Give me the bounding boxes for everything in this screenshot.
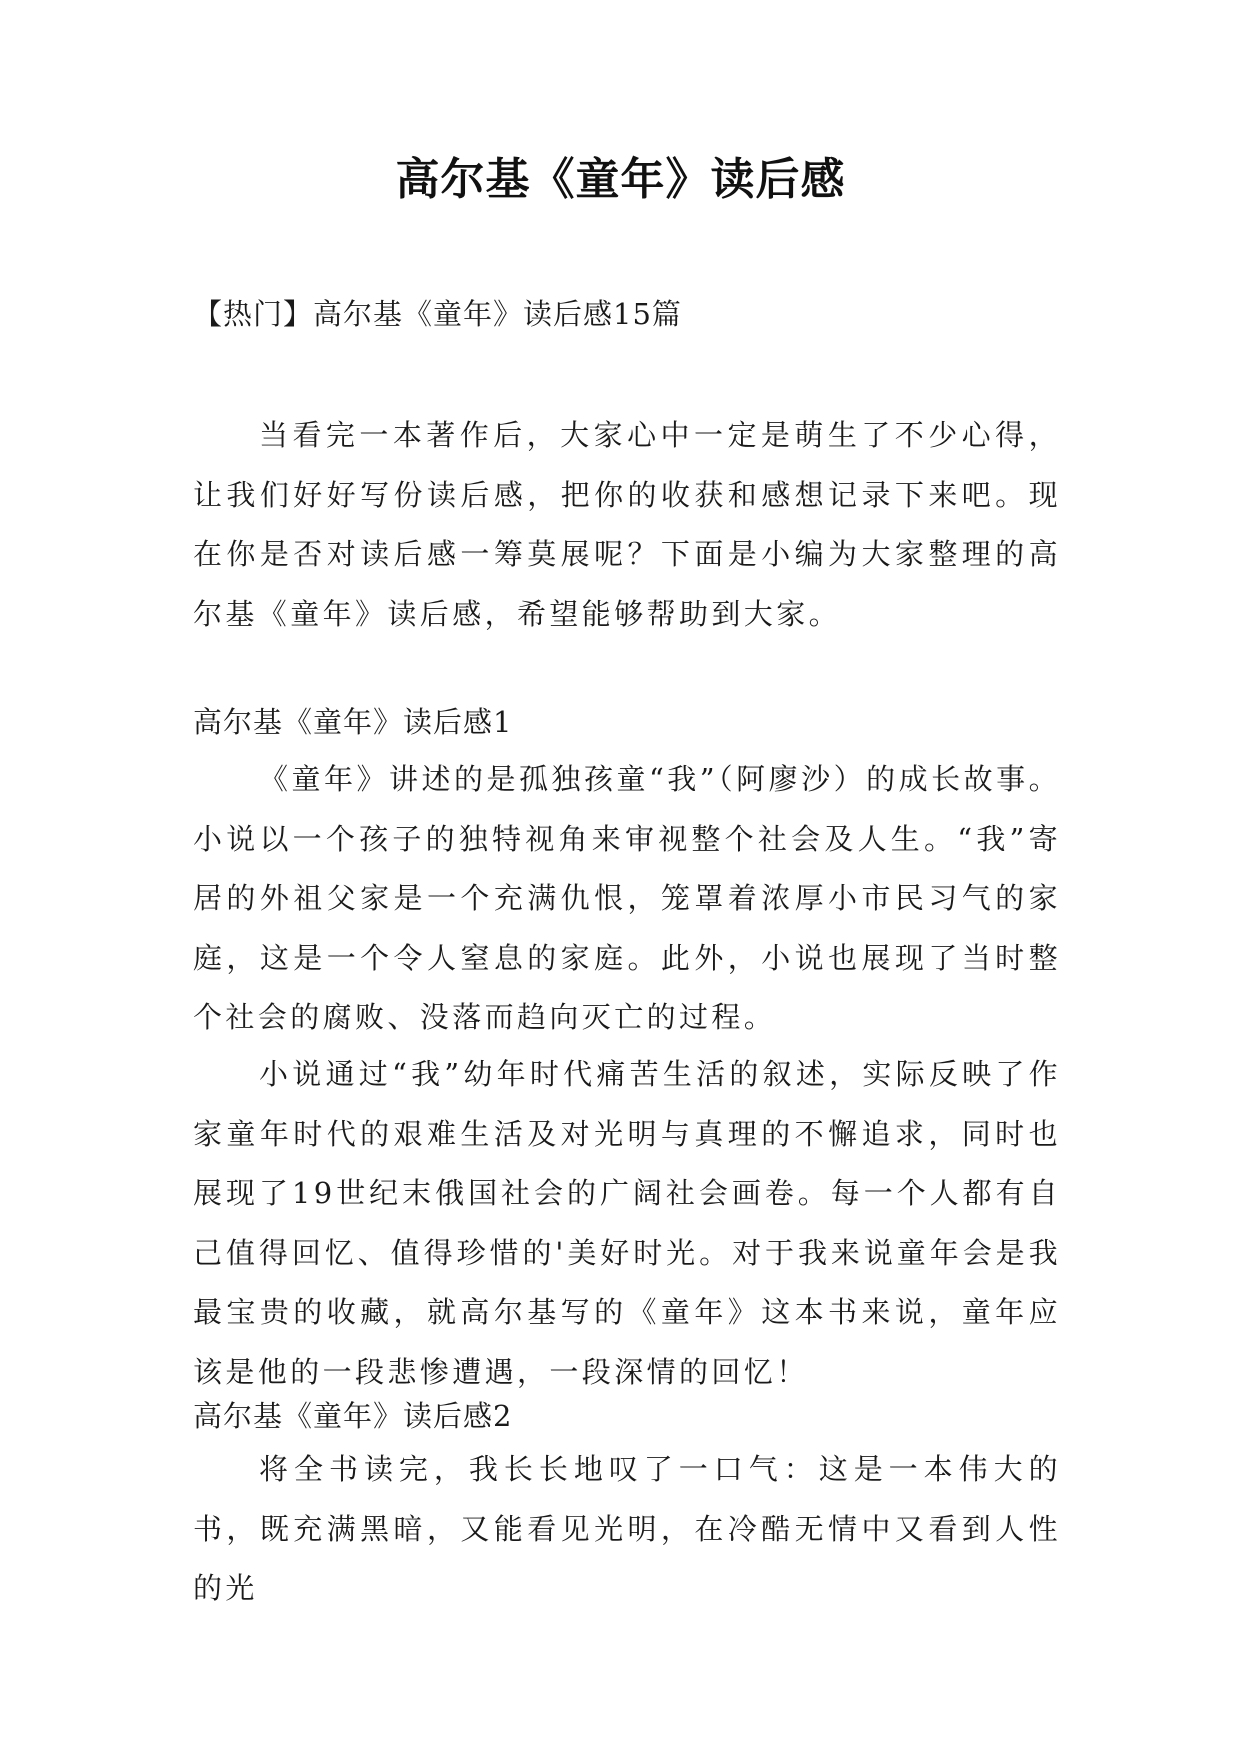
intro-paragraph: 当看完一本著作后，大家心中一定是萌生了不少心得，让我们好好写份读后感，把你的收获和感想记录下来吧。现在你是否对读后感一筹莫展呢？下面是小编为大家整理的高尔基《童年》读后感，希望能够帮助到大家。 — [193, 418, 1061, 631]
section-1-paragraph-2: 小说通过“我”幼年时代痛苦生活的叙述，实际反映了作家童年时代的艰难生活及对光明与真理的不懈追求，同时也展现了19世纪末俄国社会的广阔社会画卷。每一个人都有自己值得回忆、值得珍惜的'美好时光。对于我来说童年会是我最宝贵的收藏，就高尔基写的《童年》这本书来说，童年应该是他的一段悲惨遭遇，一段深情的回忆！ — [193, 1057, 1061, 1389]
section-heading-2: 高尔基《童年》读后感2 — [193, 1399, 513, 1433]
section-2-paragraph-1: 将全书读完，我长长地叹了一口气：这是一本伟大的书，既充满黑暗，又能看见光明，在冷酷无情中又看到人性的光 — [193, 1452, 1061, 1605]
section-1-paragraph-1: 《童年》讲述的是孤独孩童“我”（阿廖沙）的成长故事。小说以一个孩子的独特视角来审视整个社会及人生。“我”寄居的外祖父家是一个充满仇恨，笼罩着浓厚小市民习气的家庭，这是一个令人窒息的家庭。此外，小说也展现了当时整个社会的腐败、没落而趋向灭亡的过程。 — [193, 762, 1061, 1034]
document-subtitle: 【热门】高尔基《童年》读后感15篇 — [193, 297, 682, 331]
document-title: 高尔基《童年》读后感 — [395, 154, 846, 205]
section-heading-1: 高尔基《童年》读后感1 — [193, 705, 513, 739]
